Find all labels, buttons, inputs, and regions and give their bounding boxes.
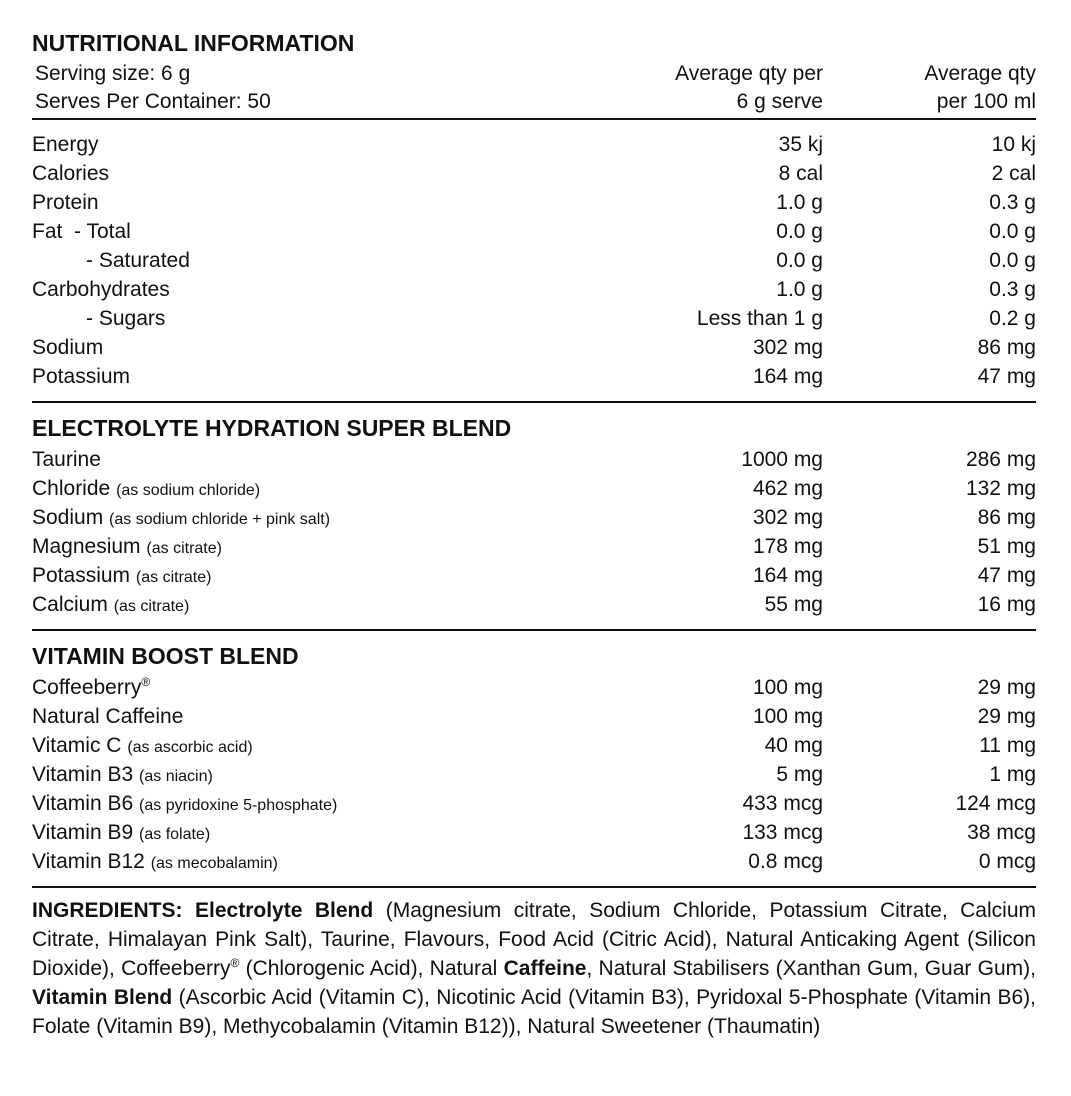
column-header <box>32 60 1036 118</box>
table-row: Chloride (as sodium chloride) 462 mg 132 mg <box>32 477 1036 500</box>
vitamin-section-title: VITAMIN BOOST BLEND <box>32 643 299 669</box>
table-row: - Saturated 0.0 g 0.0 g <box>86 249 1036 272</box>
table-row: Energy 35 kj 10 kj <box>32 133 1036 156</box>
electrolyte-rows <box>32 445 1036 629</box>
nutrition-panel <box>32 28 1036 1041</box>
registered-mark: ® <box>141 675 151 689</box>
row-note: (as mecobalamin) <box>150 855 278 872</box>
per-serve-header-line1: Average qty per <box>675 62 823 85</box>
ingredients-text: INGREDIENTS: Electrolyte Blend (Magnesium citrate, Sodium Chloride, Potassium Citrate, Calcium Citrate, Himalayan Pink Salt), Taurine, Flavours, Food Acid (Citric Acid), Natural Anticaking Agent (Silicon Dioxide), Coffeeberry® (Chlorogenic Acid), Natural Caffeine, Natural Stabilisers (Xanthan Gum, Guar Gum), Vitamin Blend (Ascorbic Acid (Vitamin C), Nicotinic Acid (Vitamin B3), Pyridoxal 5-Phosphate (Vitamin B6), Folate (Vitamin B9), Methycobalamin (Vitamin B12)), Natural Sweetener (Thaumatin) <box>32 899 1036 1038</box>
table-row: Coffeeberry® 100 mg 29 mg <box>32 675 1036 699</box>
registered-mark: ® <box>230 956 240 970</box>
row-note: (as sodium chloride) <box>116 482 261 499</box>
serves-per-container: Serves Per Container: 50 <box>35 90 271 113</box>
table-row: Calcium (as citrate) 55 mg 16 mg <box>32 593 1036 616</box>
table-row: Vitamin B9 (as folate) 133 mcg 38 mcg <box>32 821 1036 844</box>
table-row: Vitamin B6 (as pyridoxine 5-phosphate) 433 mcg 124 mcg <box>32 792 1036 815</box>
table-row: Magnesium (as citrate) 178 mg 51 mg <box>32 535 1036 558</box>
table-row: Sodium (as sodium chloride + pink salt) 302 mg 86 mg <box>32 506 1036 529</box>
caffeine-label: Caffeine <box>503 957 587 980</box>
row-note: (as folate) <box>139 826 211 843</box>
vitamin-rows <box>32 673 1036 886</box>
table-row: - Sugars Less than 1 g 0.2 g <box>86 307 1036 330</box>
table-row: Potassium 164 mg 47 mg <box>32 365 1036 388</box>
per-100-header-line2: per 100 ml <box>936 90 1036 113</box>
table-row: Sodium 302 mg 86 mg <box>32 336 1036 359</box>
table-row: Protein 1.0 g 0.3 g <box>32 191 1036 214</box>
row-note: (as sodium chloride + pink salt) <box>109 511 331 528</box>
table-row: Potassium (as citrate) 164 mg 47 mg <box>32 564 1036 587</box>
row-note: (as ascorbic acid) <box>127 739 253 756</box>
per-100-header-line1: Average qty <box>924 62 1036 85</box>
table-row: Calories 8 cal 2 cal <box>32 162 1036 185</box>
row-note: (as citrate) <box>146 540 222 557</box>
electrolyte-blend-label: Electrolyte Blend <box>195 899 374 922</box>
table-row: Vitamic C (as ascorbic acid) 40 mg 11 mg <box>32 734 1036 757</box>
electrolyte-section-title: ELECTROLYTE HYDRATION SUPER BLEND <box>32 415 512 441</box>
row-note: (as pyridoxine 5-phosphate) <box>139 797 338 814</box>
serving-size: Serving size: 6 g <box>35 62 191 85</box>
row-note: (as niacin) <box>139 768 213 785</box>
table-row: Vitamin B3 (as niacin) 5 mg 1 mg <box>32 763 1036 786</box>
table-row: Taurine 1000 mg 286 mg <box>32 448 1036 471</box>
table-row: Vitamin B12 (as mecobalamin) 0.8 mcg 0 mcg <box>32 850 1036 873</box>
table-row: Natural Caffeine 100 mg 29 mg <box>32 705 1036 728</box>
row-note: (as citrate) <box>113 598 190 615</box>
row-note: (as citrate) <box>135 569 212 586</box>
ingredients-label: INGREDIENTS: <box>32 899 183 922</box>
per-serve-header-line2: 6 g serve <box>736 90 823 113</box>
nutrition-rows <box>32 120 1036 401</box>
vitamin-blend-label: Vitamin Blend <box>32 986 173 1009</box>
panel-title: NUTRITIONAL INFORMATION <box>32 30 355 56</box>
table-row: Fat - Total 0.0 g 0.0 g <box>32 220 1036 243</box>
table-row: Carbohydrates 1.0 g 0.3 g <box>32 278 1036 301</box>
